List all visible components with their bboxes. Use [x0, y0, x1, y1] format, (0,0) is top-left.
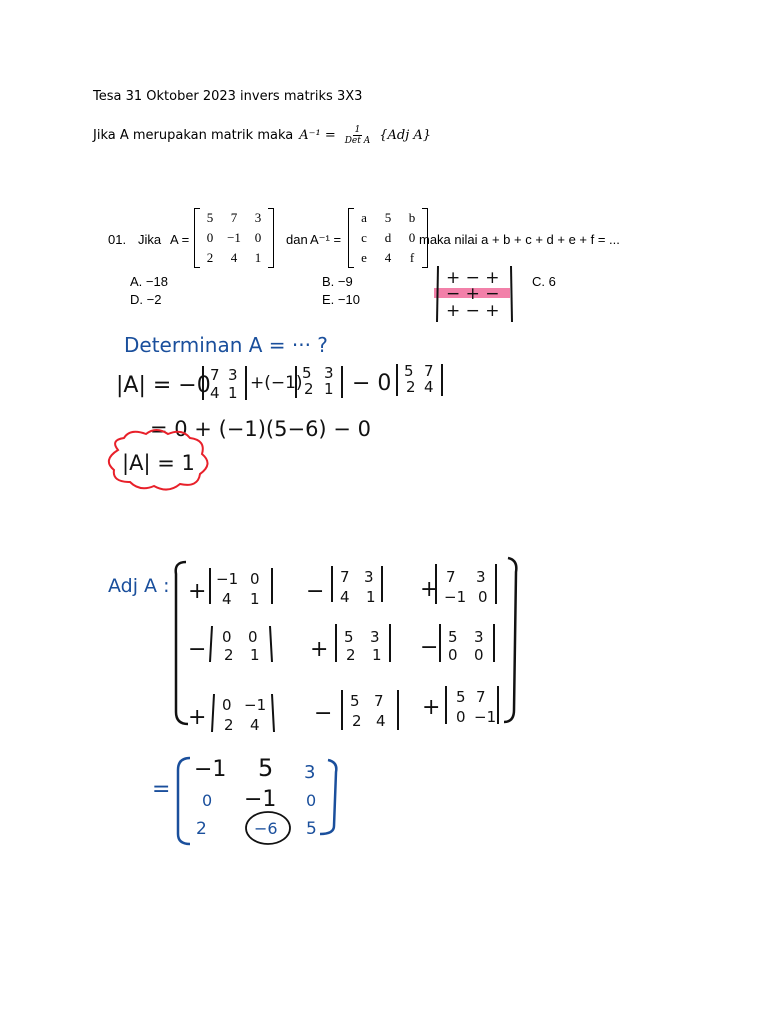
adj-minor-cell: 2 — [346, 646, 356, 664]
adj-minor-cell: 3 — [364, 568, 374, 586]
result-cell: 0 — [306, 791, 317, 810]
adj-minor-cell: 0 — [248, 628, 258, 646]
result-cell: 3 — [304, 762, 316, 783]
option-d: D. −2 — [130, 292, 162, 307]
question-dan: dan — [286, 232, 308, 247]
det-m1-b: 3 — [228, 366, 238, 384]
matrix-ainv-cell: a — [361, 210, 367, 225]
matrix-a-cell: 5 — [206, 210, 214, 225]
sign-bar-right — [511, 266, 512, 322]
adj-minor-cell: −1 — [216, 570, 239, 588]
adj-bracket-right — [504, 558, 516, 722]
det-m1-d: 1 — [228, 384, 238, 402]
matrix-a-cell: 2 — [206, 250, 214, 265]
result-cell: −1 — [194, 757, 227, 782]
question-a-label: A = — [170, 232, 190, 247]
adj-minor-cell: 7 — [340, 568, 350, 586]
adj-minor-cell: 5 — [344, 628, 354, 646]
det-m3-c: 2 — [406, 378, 416, 396]
matrix-a-cell: 3 — [254, 210, 262, 225]
result-matrix — [152, 754, 336, 844]
formula-lhs: A⁻¹ = — [299, 128, 336, 143]
adj-minor-cell: 0 — [222, 696, 232, 714]
option-c: C. 6 — [532, 274, 556, 289]
adj-minor-cell: 5 — [448, 628, 458, 646]
result-cell: −1 — [244, 787, 277, 812]
adj-minor-cell: 3 — [476, 568, 486, 586]
adj-minor-cell: 0 — [456, 708, 466, 726]
adj-minor-cell: 4 — [340, 588, 350, 606]
adj-minor-cell: 3 — [474, 628, 484, 646]
adj-minor-cell: 7 — [446, 568, 456, 586]
adj-sign: + — [188, 579, 207, 604]
result-equals: = — [152, 777, 171, 802]
sign-row-2: − + − — [446, 284, 500, 304]
formula-rhs: {Adj A} — [379, 128, 432, 143]
det-line1-b: +(−1) — [250, 373, 303, 393]
adj-minor-cell: 2 — [224, 646, 234, 664]
det-m3-b: 7 — [424, 362, 434, 380]
adj-sign: − — [420, 635, 439, 660]
adj-minor-cell: −1 — [444, 588, 467, 606]
det-m3-d: 4 — [424, 378, 434, 396]
adj-minor-cell: 2 — [224, 716, 234, 734]
option-e: E. −10 — [322, 292, 360, 307]
sign-row-3: + − + — [446, 301, 500, 321]
sign-row-1: + − + — [446, 268, 500, 288]
det-m2-b: 3 — [324, 364, 334, 382]
question-suffix: maka nilai a + b + c + d + e + f = ... — [419, 232, 620, 247]
sign-bar-left — [437, 266, 438, 322]
matrix-a-cell: 0 — [254, 230, 262, 245]
det-line-1 — [116, 362, 442, 402]
adj-minor-cell: 5 — [350, 692, 360, 710]
det-line1-a: |A| = −0 — [116, 373, 211, 398]
adj-minor-cell: 4 — [222, 590, 232, 608]
matrix-ainv-cell: d — [384, 230, 392, 245]
adj-minor-cell: 0 — [222, 628, 232, 646]
result-bracket-right — [320, 760, 336, 834]
matrix-a-cell: 4 — [230, 250, 238, 265]
adj-minor-cell: 0 — [474, 646, 484, 664]
formula-numerator: 1 — [354, 125, 361, 135]
adj-sign: − — [314, 701, 333, 726]
option-b: B. −9 — [322, 274, 353, 289]
matrix-a-cell: 0 — [206, 230, 214, 245]
result-cell: 5 — [258, 754, 274, 782]
adj-minor-cell: 0 — [448, 646, 458, 664]
formula-prefix: Jika A merupakan matrik maka — [93, 128, 294, 143]
adj-sign: − — [306, 579, 325, 604]
matrix-ainv-cell: 5 — [384, 210, 392, 225]
adj-label: Adj A : — [108, 575, 170, 597]
page-title: Tesa 31 Oktober 2023 invers matriks 3X3 — [93, 89, 363, 104]
matrix-ainv-cell: c — [361, 230, 367, 245]
det-line1-c: − 0 — [352, 371, 392, 396]
det-m1-c: 4 — [210, 384, 220, 402]
result-cell: 2 — [196, 819, 207, 839]
adj-minor-cell: 0 — [250, 570, 260, 588]
adj-row-1 — [188, 564, 496, 608]
matrix-a-cell: 1 — [254, 250, 262, 265]
adj-minor-cell: 1 — [372, 646, 382, 664]
adj-sign: + — [420, 577, 439, 602]
adj-minor-cell: 1 — [366, 588, 376, 606]
result-cell: 5 — [306, 819, 317, 839]
adj-minor-cell: 7 — [476, 688, 486, 706]
det-result: |A| = 1 — [122, 451, 195, 475]
adj-minor-cell: 4 — [250, 716, 260, 734]
formula-denominator: Det A — [344, 136, 371, 146]
adj-minor-cell: 7 — [374, 692, 384, 710]
adj-sign: + — [188, 705, 207, 730]
matrix-a-cell: −1 — [227, 230, 241, 245]
adj-minor-bars — [210, 626, 272, 662]
matrix-ainv-cell: b — [408, 210, 416, 225]
det-m1-a: 7 — [210, 366, 220, 384]
adj-minor-cell: 2 — [352, 712, 362, 730]
question-number: 01. — [108, 232, 127, 247]
det-m2-a: 5 — [302, 364, 312, 382]
adj-row-2 — [188, 624, 494, 664]
matrix-a-cell: 7 — [230, 210, 238, 225]
matrix-ainv-cell: e — [361, 250, 367, 265]
adj-minor-cell: −1 — [244, 696, 267, 714]
question-jika: Jika — [138, 232, 162, 247]
question-ainv-label: A⁻¹ = — [310, 232, 342, 247]
adj-minor-cell: 5 — [456, 688, 466, 706]
adj-minor-cell: 0 — [478, 588, 488, 606]
adj-row-3 — [188, 686, 498, 734]
matrix-ainv-cell: 4 — [384, 250, 392, 265]
adj-minor-cell: 1 — [250, 646, 260, 664]
result-cell: 0 — [202, 791, 213, 810]
adj-bracket-left — [176, 562, 188, 724]
adj-minor-cell: 1 — [250, 590, 260, 608]
adj-minor-cell: 3 — [370, 628, 380, 646]
option-a: A. −18 — [130, 274, 168, 289]
result-bracket-left — [178, 758, 190, 844]
adj-minor-cell: −1 — [474, 708, 497, 726]
det-heading: Determinan A = ··· ? — [124, 333, 328, 357]
matrix-ainv-cell: 0 — [408, 230, 416, 245]
matrix-ainv-cell: f — [409, 250, 415, 265]
det-line-2: = 0 + (−1)(5−6) − 0 — [150, 417, 371, 441]
result-cell: −6 — [254, 819, 278, 838]
adj-sign: + — [310, 637, 329, 662]
adj-minor-cell: 4 — [376, 712, 386, 730]
det-m2-d: 1 — [324, 380, 334, 398]
det-m3-a: 5 — [404, 362, 414, 380]
det-m2-c: 2 — [304, 380, 314, 398]
adj-sign: + — [422, 695, 441, 720]
adj-sign: − — [188, 637, 207, 662]
sign-chart — [434, 266, 512, 322]
